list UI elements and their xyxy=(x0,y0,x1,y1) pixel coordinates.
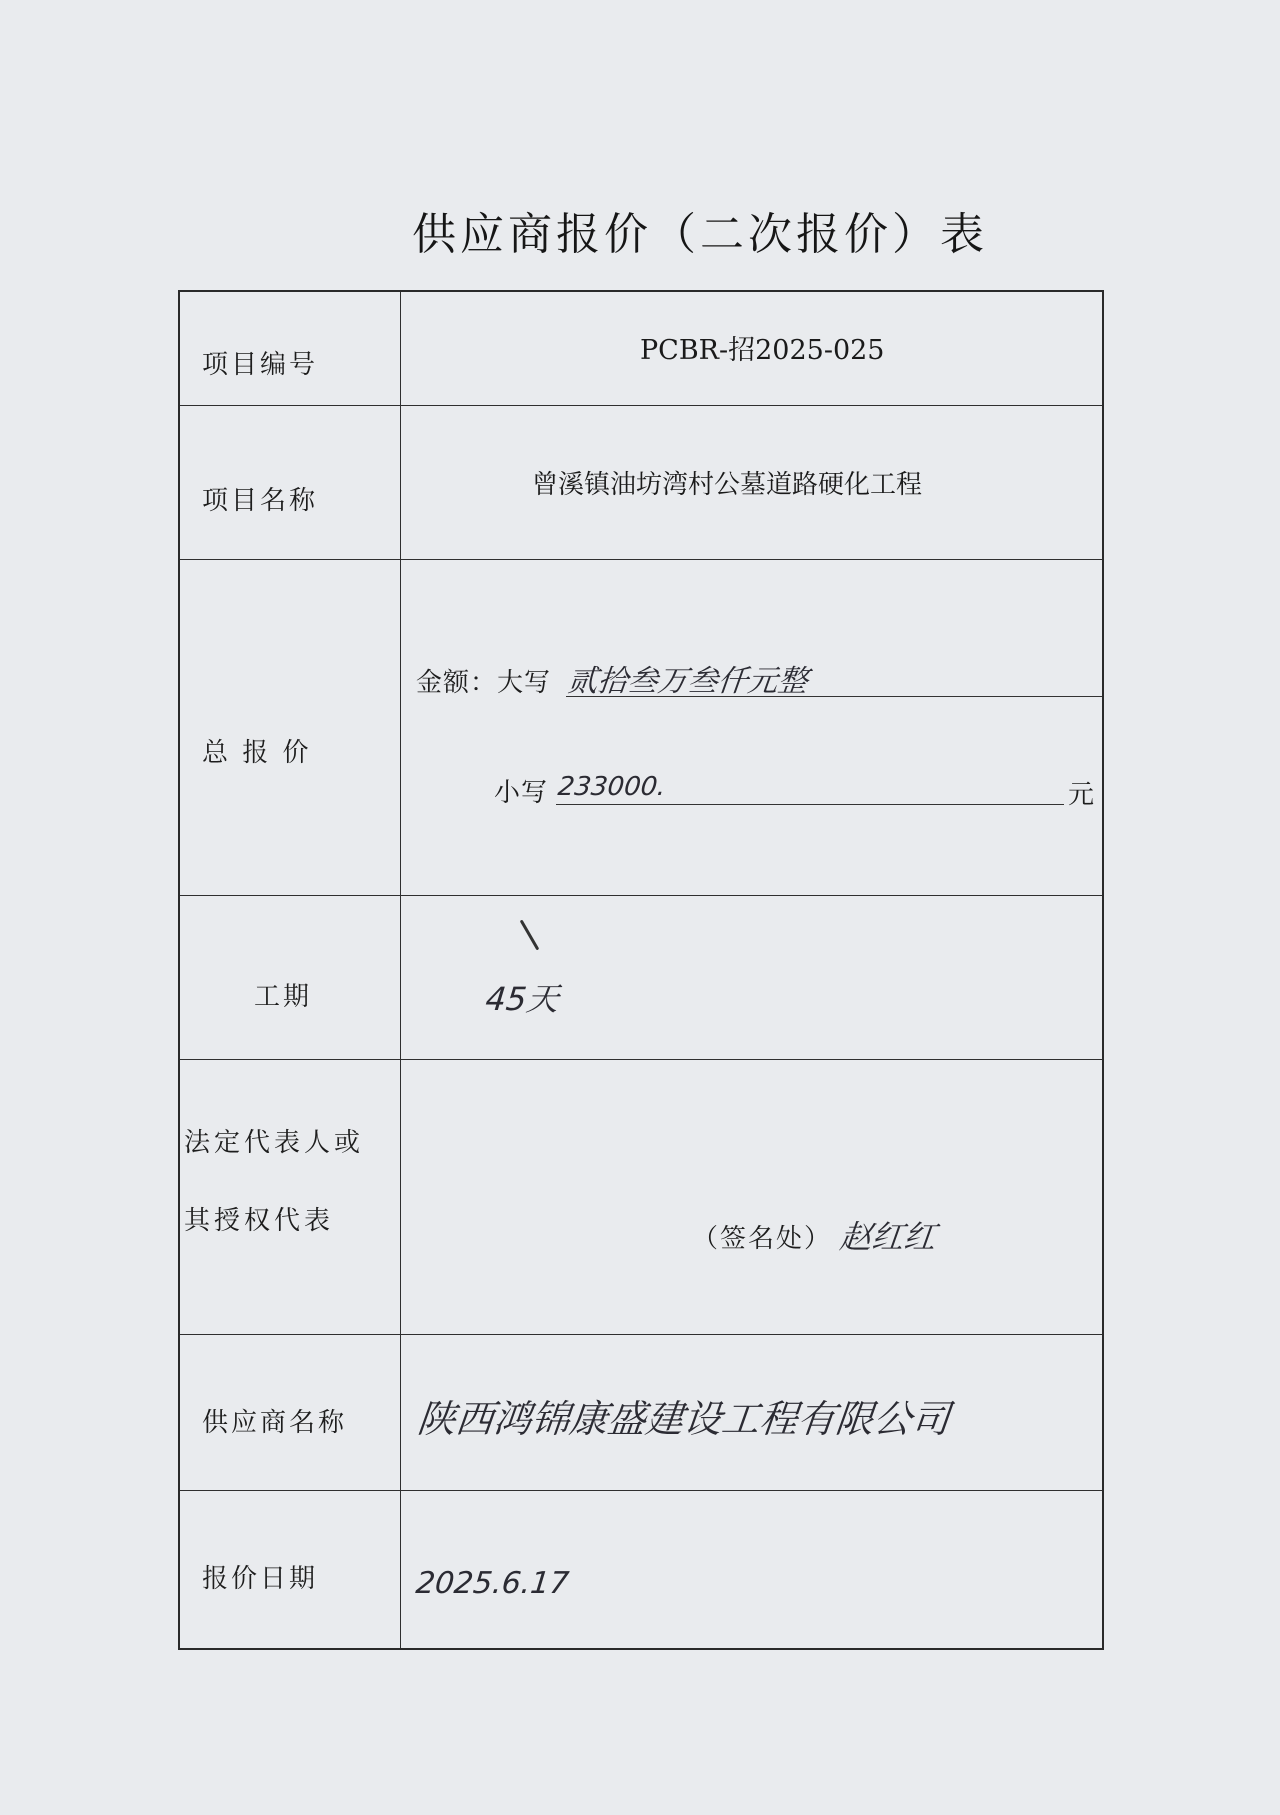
project-name-label: 项目名称 xyxy=(202,486,319,516)
amount-number-label: 小写 xyxy=(494,778,549,808)
amount-words-handwritten: 贰拾叁万叁仟元整 xyxy=(565,664,810,699)
row-divider xyxy=(180,1490,1102,1491)
representative-label-line1: 法定代表人或 xyxy=(184,1128,365,1158)
amount-words-underline xyxy=(566,696,1102,697)
duration-label: 工期 xyxy=(254,982,313,1012)
column-divider xyxy=(400,292,401,1648)
quotation-form xyxy=(178,290,1104,1650)
representative-signature: 赵红红 xyxy=(837,1218,938,1256)
project-no-label: 项目编号 xyxy=(202,350,319,380)
currency-unit: 元 xyxy=(1068,780,1095,810)
project-no-value: PCBR-招2025-025 xyxy=(640,335,885,366)
row-divider xyxy=(180,895,1102,896)
amount-words-label: 金额：大写 xyxy=(416,668,552,698)
representative-label-line2: 其授权代表 xyxy=(184,1206,335,1236)
date-handwritten: 2025.6.17 xyxy=(414,1566,571,1601)
date-label: 报价日期 xyxy=(202,1564,319,1594)
amount-number-underline xyxy=(556,804,1064,805)
amount-number-handwritten: 233000. xyxy=(556,772,668,802)
row-divider xyxy=(180,405,1102,406)
document-title: 供应商报价（二次报价）表 xyxy=(412,209,988,260)
supplier-handwritten: 陕西鸿锦康盛建设工程有限公司 xyxy=(415,1397,952,1441)
total-price-label: 总 报 价 xyxy=(202,738,312,768)
row-divider xyxy=(180,1334,1102,1335)
supplier-label: 供应商名称 xyxy=(202,1408,348,1438)
project-name-value: 曾溪镇油坊湾村公墓道路硬化工程 xyxy=(532,470,923,500)
duration-handwritten: 45天 xyxy=(483,980,561,1018)
signature-label: （签名处） xyxy=(692,1224,833,1254)
row-divider xyxy=(180,1059,1102,1060)
row-divider xyxy=(180,559,1102,560)
